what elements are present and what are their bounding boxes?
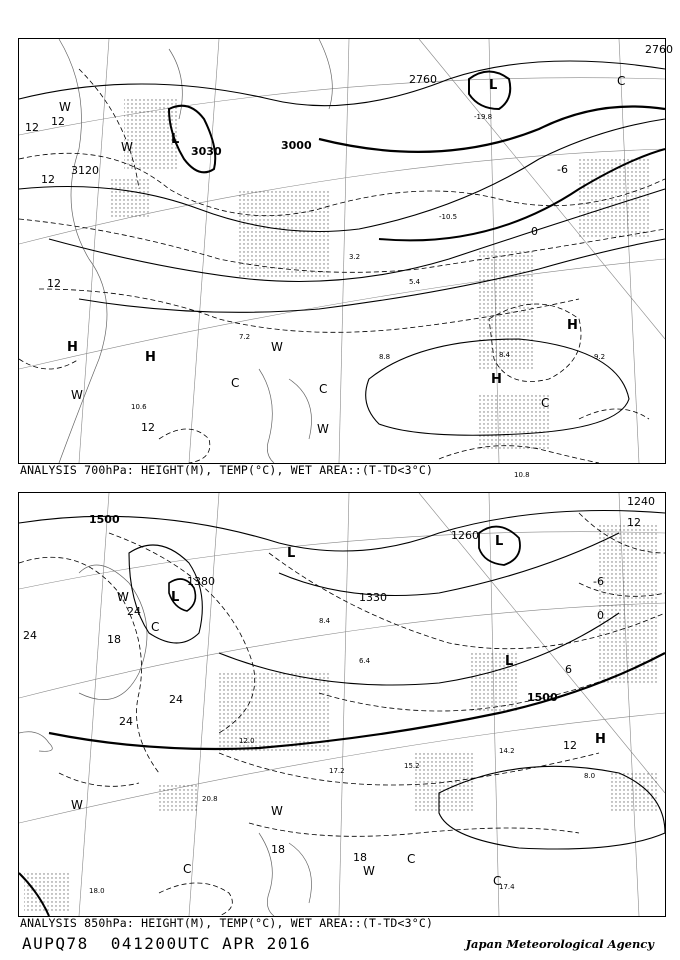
svg-text:18.0: 18.0 [89,887,105,895]
svg-text:8.4: 8.4 [319,617,331,625]
height-label: 3000 [281,139,312,152]
warm-center-marker: W [59,100,71,114]
svg-text:8.0: 8.0 [584,772,596,780]
warm-center-marker: W [271,804,283,818]
map-850hpa-canvas [19,493,665,916]
height-label: 1500 [89,513,120,526]
height-label: 1240 [627,495,655,508]
high-pressure-marker: H [67,340,78,355]
height-label: 1260 [451,529,479,542]
svg-text:-10.5: -10.5 [439,213,458,221]
cold-center-marker: C [151,620,160,634]
warm-center-marker: W [117,590,129,604]
height-label: 1500 [527,691,558,704]
temperature-label: 24 [127,605,141,618]
temperature-label: 12 [141,421,155,434]
svg-text:8.4: 8.4 [499,351,511,359]
temperature-label: 18 [353,851,367,864]
svg-text:3.2: 3.2 [349,253,361,261]
temperature-label: 18 [271,843,285,856]
height-label: 2760 [409,73,437,86]
svg-text:15.2: 15.2 [404,762,420,770]
low-pressure-marker: L [505,654,514,669]
cold-center-marker: C [617,74,626,88]
height-label: 1380 [187,575,215,588]
temperature-label: -6 [557,163,568,176]
height-label: 1330 [359,591,387,604]
height-label: 2760 [645,43,673,56]
temperature-label: 12 [25,121,39,134]
temperature-label: 0 [597,609,604,622]
height-label: 3120 [71,164,99,177]
warm-center-marker: W [317,422,329,436]
temperature-label: 24 [119,715,133,728]
high-pressure-marker: H [491,372,502,387]
cold-center-marker: C [541,396,550,410]
cold-center-marker: C [183,862,192,876]
svg-text:6.4: 6.4 [359,657,371,665]
low-pressure-marker: L [495,534,504,549]
cold-center-marker: C [407,852,416,866]
temperature-label: 12 [47,277,61,290]
isotherms [19,513,665,916]
temperature-label: 12 [563,739,577,752]
warm-center-marker: W [271,340,283,354]
low-pressure-marker: L [171,590,180,605]
svg-text:-19.8: -19.8 [474,113,493,121]
high-pressure-marker: H [595,732,606,747]
temperature-label: 6 [565,663,572,676]
svg-text:7.2: 7.2 [239,333,251,341]
temperature-label: -6 [593,575,604,588]
map-panel-850hpa [18,492,666,917]
panel-caption-700hpa: ANALYSIS 700hPa: HEIGHT(M), TEMP(°C), WET AREA::(T-TD<3°C) [20,463,434,477]
warm-center-marker: W [71,388,83,402]
temperature-label: 0 [531,225,538,238]
latlon-grid [19,493,665,916]
cold-center-marker: C [231,376,240,390]
high-pressure-marker: H [145,350,156,365]
low-pressure-marker: L [171,132,180,147]
height-label: 3030 [191,145,222,158]
cold-center-marker: C [319,382,328,396]
svg-text:17.2: 17.2 [329,767,345,775]
latlon-grid [19,39,665,463]
agency-name: Japan Meteorological Agency [465,937,654,951]
svg-text:9.2: 9.2 [594,353,606,361]
svg-text:8.8: 8.8 [379,353,391,361]
chart-datetime: 041200UTC APR 2016 [110,934,312,953]
svg-text:12.0: 12.0 [239,737,255,745]
warm-center-marker: W [363,864,375,878]
svg-text:10.8: 10.8 [514,471,530,479]
chart-code: AUPQ78 [22,934,89,953]
temperature-label: 12 [51,115,65,128]
panel-caption-850hpa: ANALYSIS 850hPa: HEIGHT(M), TEMP(°C), WET AREA::(T-TD<3°C) [20,916,434,930]
low-pressure-marker: L [287,546,296,561]
high-pressure-marker: H [567,318,578,333]
height-contours [19,511,665,917]
svg-text:10.6: 10.6 [131,403,147,411]
warm-center-marker: W [121,140,133,154]
svg-text:5.4: 5.4 [409,278,421,286]
station-plots [89,617,595,895]
temperature-label: 18 [107,633,121,646]
svg-text:14.2: 14.2 [499,747,515,755]
isotherms [19,69,665,463]
temperature-label: 12 [627,516,641,529]
wet-area-stipple [109,99,649,449]
height-contours [19,61,665,435]
temperature-label: 24 [23,629,37,642]
svg-text:17.4: 17.4 [499,883,515,891]
temperature-label: 24 [169,693,183,706]
low-pressure-marker: L [489,78,498,93]
temperature-label: 12 [41,173,55,186]
warm-center-marker: W [71,798,83,812]
cold-center-marker: C [493,874,502,888]
chart-id-line [22,934,333,953]
svg-text:20.8: 20.8 [202,795,218,803]
